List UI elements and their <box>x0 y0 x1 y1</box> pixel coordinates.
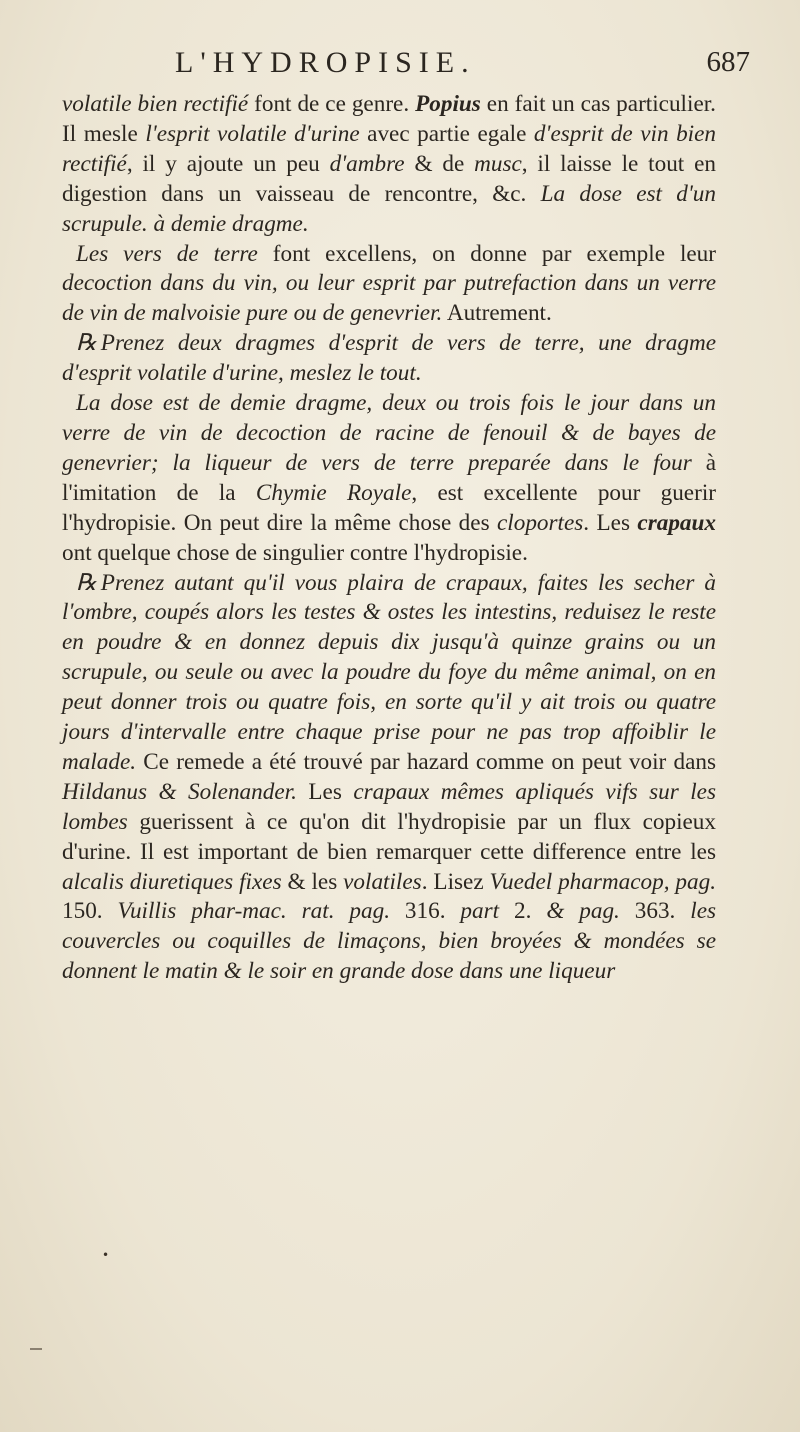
text-segment: Vuillis phar-mac. rat. pag. <box>117 898 390 925</box>
text-segment: d'ambre <box>329 150 405 177</box>
page-number: 687 <box>706 46 750 78</box>
text-segment: ont quelque chose de singulier contre l'hydropisie. <box>62 539 528 566</box>
text-segment: , est excellente pour guerir l'hydropisie. On peut dire la même chose des <box>62 479 716 536</box>
margin-mark <box>30 1348 42 1350</box>
text-segment: Prenez autant qu'il vous plaira de crapaux, faites les secher à l'ombre, coupés alors les testes & ostes les intestins, reduisez le reste en poudre & en donnez depuis dix jusqu'à quinze grains ou un scrupule, ou seule ou avec la poudre du foye du même animal, on en peut donner trois ou quatre fois, en sorte qu'il y ait trois ou quatre jours d'intervalle entre chaque prise pour ne pas trop affoiblir le malade. <box>62 569 716 775</box>
body-text <box>62 90 716 987</box>
text-segment: Autrement. <box>442 300 552 327</box>
text-segment: 316. <box>390 898 461 925</box>
text-segment: 363. <box>619 898 691 925</box>
ink-dot: • <box>102 1248 110 1262</box>
text-segment: & de <box>404 150 475 177</box>
text-segment: Les <box>296 778 354 805</box>
text-segment: font excellens, on donne par exemple leur <box>257 240 716 267</box>
text-segment: en fait un cas particulier. Il mesle <box>62 91 716 147</box>
text-segment: volatile bien rectifié <box>62 91 249 117</box>
text-segment: . Les <box>583 509 638 536</box>
text-segment: crapaux <box>637 509 716 536</box>
text-segment: & les <box>281 868 344 895</box>
text-segment: & pag. <box>546 898 620 925</box>
text-segment: part <box>460 898 500 925</box>
text-segment: guerissent à ce qu'on dit l'hydropisie par un flux copieux d'urine. Il est important de bien remarquer cette difference entre les <box>62 808 716 865</box>
text-segment: les couvercles ou coquilles de limaçons, bien broyées & mondées se donnent le matin & le soir en grande dose dans une liqueur <box>62 898 717 985</box>
text-segment: font de ce genre. <box>248 91 416 117</box>
text-segment: 2. <box>499 898 547 925</box>
text-segment: decoction dans du vin, ou leur esprit par putrefaction dans un verre de vin de malvoisie pure ou de genevrier. <box>62 270 716 327</box>
recipe-symbol: ℞ <box>76 569 97 596</box>
text-segment: musc <box>474 150 522 177</box>
text-segment: 150. <box>62 898 118 925</box>
text-segment: crapaux mêmes apliqués vifs sur les lombes <box>62 778 716 835</box>
text-segment: La dose est d'un scrupule. à demie dragme. <box>62 180 716 237</box>
text-segment: Les vers de terre <box>76 240 258 267</box>
text-segment: La dose est de demie dragme, deux ou trois fois le jour dans un verre de vin de decoction de racine de fenouil & de bayes de genevrier; la liqueur de vers de terre preparée dans le four <box>62 390 716 476</box>
paragraph <box>62 329 716 389</box>
text-segment: Chymie Royale <box>255 479 412 506</box>
text-segment: Vuedel pharmacop, pag. <box>489 868 716 895</box>
running-title: L'HYDROPISIE. <box>175 46 476 79</box>
recipe-symbol: ℞ <box>76 330 97 357</box>
text-segment: d'esprit de vin bien rectifié <box>62 120 716 177</box>
text-segment: Hildanus & Solenander. <box>62 778 297 805</box>
text-segment: Prenez deux dragmes d'esprit de vers de terre, une dragme d'esprit volatile d'urine, meslez le tout. <box>62 330 716 387</box>
paragraph <box>62 569 716 988</box>
text-segment: Popius <box>415 91 481 117</box>
page-header <box>60 42 750 92</box>
text-segment: volatiles <box>343 868 422 895</box>
text-segment: , il laisse le tout en digestion dans un vaisseau de rencontre, &c. <box>62 150 716 207</box>
text-segment: , il y ajoute un peu <box>126 150 330 177</box>
text-segment: cloportes <box>497 509 584 536</box>
text-segment: . Lisez <box>421 868 490 895</box>
text-segment: Ce remede a été trouvé par hazard comme on peut voir dans <box>136 748 716 775</box>
paragraph <box>62 389 716 568</box>
paragraph <box>62 240 716 330</box>
text-segment: l'esprit volatile d'urine <box>145 120 360 147</box>
text-segment: à l'imitation de la <box>62 449 716 506</box>
text-segment: alcalis diuretiques fixes <box>62 868 282 895</box>
paragraph <box>62 90 716 240</box>
text-segment: avec partie egale <box>359 120 534 147</box>
